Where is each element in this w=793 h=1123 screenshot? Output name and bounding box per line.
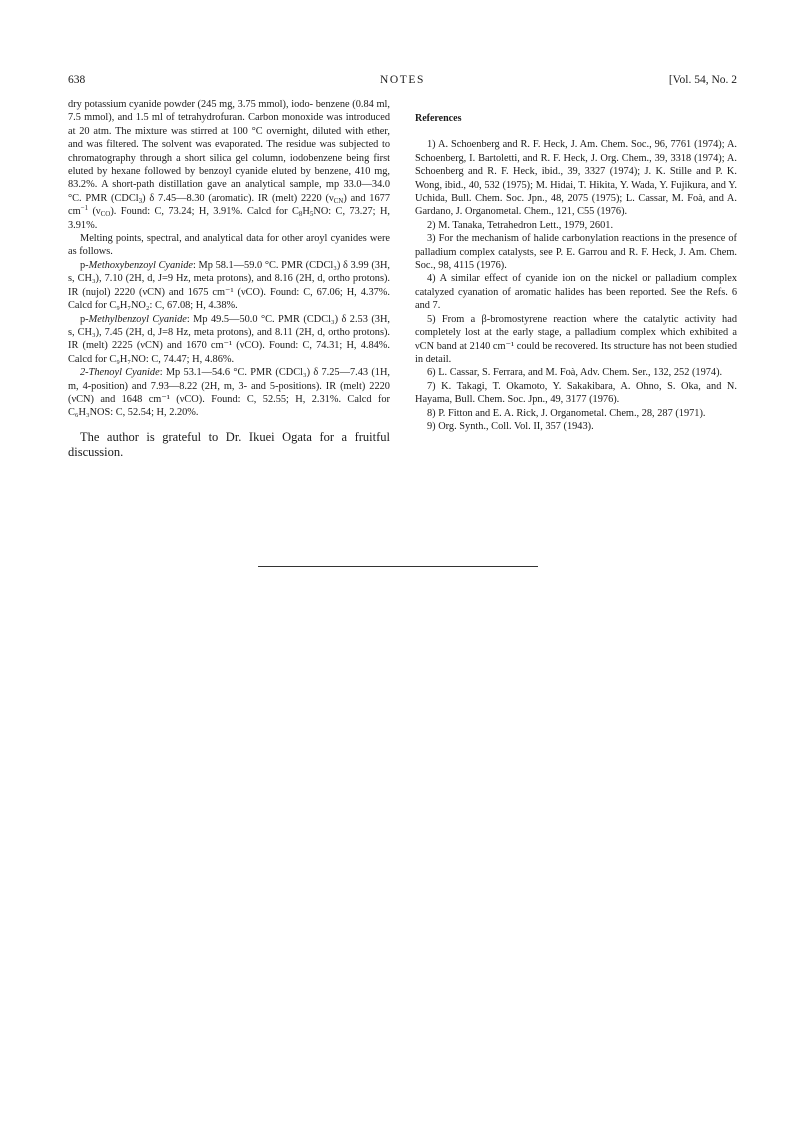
left-column — [68, 98, 390, 461]
compound-entry: p-Methoxybenzoyl Cyanide: Mp 58.1—59.0 °C. PMR (CDCl₃) δ 3.99 (3H, s, CH₃), 7.10 (2H, d, J=9 Hz, meta protons), and 8.16 (2H, d, ortho protons). IR (nujol) 2220 (νCN) and 1675 cm⁻¹ (νCO). Found: C, 67.06; H, 4.37%. Calcd for C₉H₇NO₂: C, 67.08; H, 4.38%. — [68, 259, 391, 312]
compound-name: 2-Thenoyl Cyanide — [80, 367, 160, 379]
reference-item: 8) P. Fitton and E. A. Rick, J. Organometal. Chem., 28, 287 (1971). — [427, 407, 706, 419]
reference-item: 4) A similar effect of cyanide ion on the nickel or palladium complex catalyzed cyanation of aromatic halides has been reported. See the Refs. 6 and 7. — [415, 273, 737, 312]
reference-item: 2) M. Tanaka, Tetrahedron Lett., 1979, 2601. — [427, 219, 614, 231]
reference-item: 1) A. Schoenberg and R. F. Heck, J. Am. Chem. Soc., 96, 7761 (1974); A. Schoenberg, I. Bartoletti, and R. F. Heck, J. Org. Chem., 39, 3318 (1974); A. Schoenberg and R. F. Heck, ibid., 39, 3327 (1974); J. K. Stille and P. K. Wong, ibid., 40, 532 (1975); M. Hidai, T. Hikita, Y. Wada, Y. Fujikura, and Y. Uchida, Bull. Chem. Soc. Jpn., 48, 2075 (1975); L. Cassar, M. Foà, and A. Gardano, J. Organometal. Chem., 121, C55 (1976). — [415, 139, 737, 218]
reference-item: 5) From a β-bromostyrene reaction where the catalytic activity had completely lost at the early stage, a palladium complex which exhibited a νCN band at 2140 cm⁻¹ could be recovered. Its structure has not been studied in detail. — [415, 313, 737, 365]
page-header — [68, 74, 737, 90]
end-rule — [258, 566, 538, 567]
section-title: NOTES — [379, 74, 426, 86]
compound-entry: p-Methylbenzoyl Cyanide: Mp 49.5—50.0 °C. PMR (CDCl₃) δ 2.53 (3H, s, CH₃), 7.45 (2H, d, J=8 Hz, meta protons), and 8.11 (2H, d, ortho protons). IR (melt) 2225 (νCN) and 1670 cm⁻¹ (νCO). Found: C, 74.31; H, 4.84%. Calcd for C₉H₇NO: C, 74.47; H, 4.86%. — [68, 313, 391, 365]
compound-name: Methylbenzoyl Cyanide — [88, 313, 187, 325]
reference-item: 3) For the mechanism of halide carbonylation reactions in the presence of palladium complex catalysts, see P. E. Garrou and R. F. Heck, J. Am. Chem. Soc., 98, 4115 (1976). — [415, 233, 737, 272]
acknowledgement: The author is grateful to Dr. Ikuei Ogata for a fruitful discussion. — [68, 429, 390, 460]
reference-item: 7) K. Takagi, T. Okamoto, Y. Sakakibara, A. Ohno, S. Oka, and N. Hayama, Bull. Chem. Soc. Jpn., 49, 3177 (1976). — [415, 380, 737, 406]
reference-item: 6) L. Cassar, S. Ferrara, and M. Foà, Adv. Chem. Ser., 132, 252 (1974). — [427, 367, 723, 379]
compound-entry: 2-Thenoyl Cyanide: Mp 53.1—54.6 °C. PMR (CDCl₃) δ 7.25—7.43 (1H, m, 4-position) and 7.93—8.22 (2H, m, 3- and 5-positions). IR (melt) 2220 (νCN) and 1648 cm⁻¹ (νCO). Found: C, 52.55; H, 2.31%. Calcd for C₆H₃NOS: C, 52.54; H, 2.20%. — [68, 367, 391, 419]
page-number: 638 — [68, 74, 86, 86]
intro-paragraph: Melting points, spectral, and analytical data for other aroyl cyanides were as follows. — [68, 233, 391, 258]
experimental-paragraph: dry potassium cyanide powder (245 mg, 3.75 mmol), iodo- benzene (0.84 ml, 7.5 mmol), and 1.5 ml of tetrahydrofuran. Carbon monoxide was introduced at 20 atm. The mixture was stirred at 100 °C overnight, diluted with ether, and was filtered. The solvent was evaporated. The residue was subjected to chromatography through a short silica gel column, iodobenzene being first eluted by hexane followed by benzoyl cyanide eluted by benzene, 410 mg, 83.2%. A short-path distillation gave an analytical sample, mp 33.0—34.0 °C. PMR (CDCl$_3$) δ 7.45—8.30 (aromatic). IR (melt) 2220 $(\nu_{CN})$ and 1677 $cm^{-1}$ $(\nu_{CO})$. Found: C, 73.24; H, 3.91%. Calcd for $C_8H_5NO$: C, 73.27; H, 3.91%. — [68, 99, 391, 231]
reference-item: 9) Org. Synth., Coll. Vol. II, 357 (1943). — [427, 420, 594, 432]
references-column — [415, 98, 737, 433]
references-heading: References — [415, 113, 462, 124]
compound-name: Methoxybenzoyl Cyanide — [88, 259, 193, 271]
volume-info: [Vol. 54, No. 2 — [668, 74, 737, 86]
